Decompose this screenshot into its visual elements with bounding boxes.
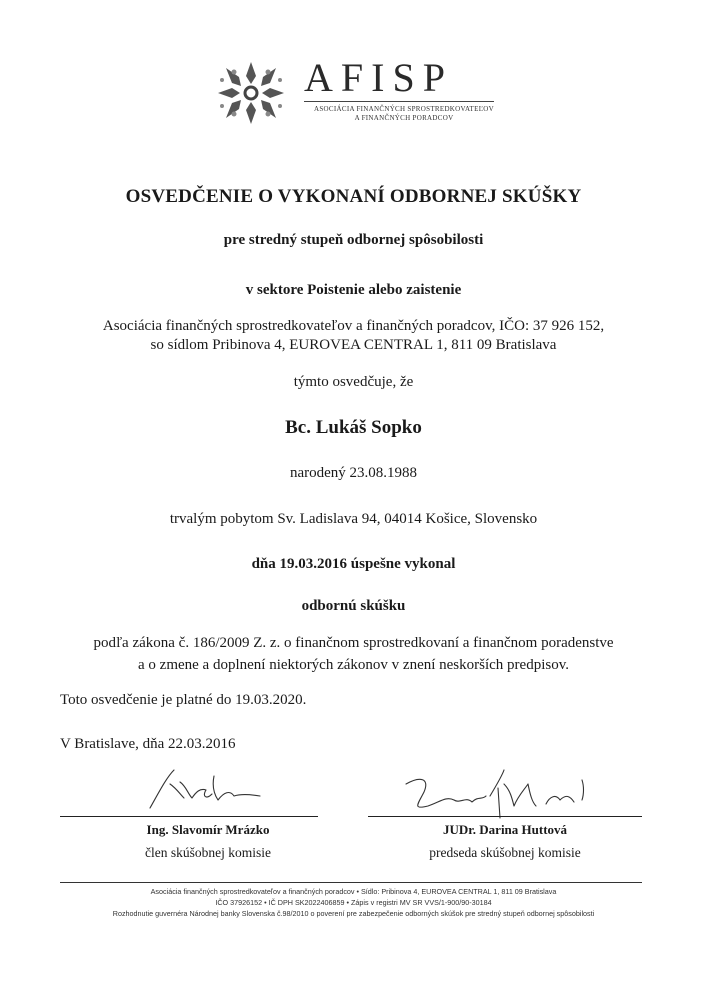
footer-line-1: Asociácia finančných sprostredkovateľov a finančných poradcov • Sídlo: Pribinova 4, EUROVEA CENTRAL 1, 811 09 Bratislava [150,887,557,896]
signature-huttova [400,766,610,822]
footer-line-2: IČO 37926152 • IČ DPH SK2022406859 • Zápis v registri MV SR VVS/1-900/90-30184 [215,898,492,907]
validity: Toto osvedčenie je platné do 19.03.2020. [60,692,307,708]
issuer-line-2: so sídlom Pribinova 4, EUROVEA CENTRAL 1, 811 09 Bratislava [150,337,557,353]
certificate-title: OSVEDČENIE O VYKONANÍ ODBORNEJ SKÚŠKY [125,186,582,207]
footer [0,886,707,919]
afisp-logo [212,55,502,128]
residence: trvalým pobytom Sv. Ladislava 94, 04014 Košice, Slovensko [169,511,538,527]
certifies-text: týmto osvedčuje, že [293,374,414,390]
law-line-1: podľa zákona č. 186/2009 Z. z. o finančnom sprostredkovaní a finančnom poradenstve [93,635,614,651]
signatory-name-1: Ing. Slavomír Mrázko [146,822,270,837]
signature-mrazko [140,764,280,816]
signatory-name-2: JUDr. Darina Huttová [442,822,568,837]
birth-date: narodený 23.08.1988 [289,465,418,481]
competence-level: pre stredný stupeň odbornej spôsobilosti [223,232,484,248]
signature-line-left [60,816,318,817]
exam-date: dňa 19.03.2016 úspešne vykonal [251,556,456,572]
footer-divider [60,882,642,883]
law-line-2: a o zmene a doplnení niektorých zákonov v znení neskorších predpisov. [138,657,569,673]
sector: v sektore Poistenie alebo zaistenie [245,282,462,298]
footer-line-3: Rozhodnutie guvernéra Národnej banky Slovenska č.98/2010 o poverení pre zabezpečenie odborných skúšok pre stredný stupeň odbornej spôsobilosti [112,909,595,918]
afisp-emblem-icon [212,58,290,128]
brand-subtitle-line1: ASOCIÁCIA FINANČNÝCH SPROSTREDKOVATEĽOV [314,105,494,113]
signatory-role-2: predseda skúšobnej komisie [429,845,581,860]
holder-name: Bc. Lukáš Sopko [285,417,422,438]
brand-divider [304,101,494,102]
place-and-date: V Bratislave, dňa 22.03.2016 [60,736,236,752]
issuer-line-1: Asociácia finančných sprostredkovateľov a finančných poradcov, IČO: 37 926 152, [102,318,605,334]
brand-name: AFISP [304,55,453,100]
brand-subtitle [304,105,504,123]
brand-subtitle-line2: A FINANČNÝCH PORADCOV [354,114,454,122]
exam-type: odbornú skúšku [301,598,406,614]
signatory-role-1: člen skúšobnej komisie [145,845,271,860]
signature-line-right [368,816,642,817]
